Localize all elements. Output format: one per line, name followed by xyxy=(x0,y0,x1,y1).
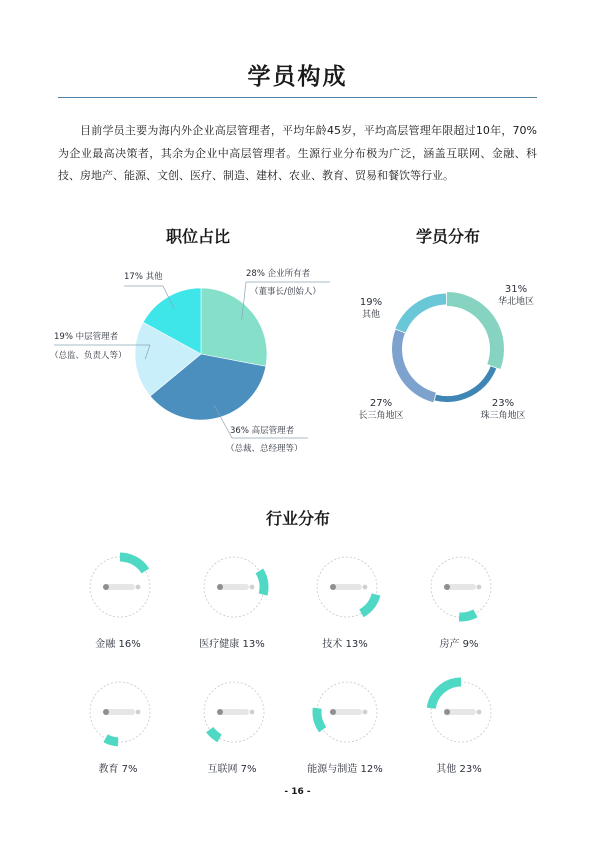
industry-bar-dot-3 xyxy=(477,585,482,590)
ring-label-prd: 23% 珠三角地区 xyxy=(480,398,526,421)
region-chart-title: 学员分布 xyxy=(415,227,480,246)
industry-arc-1 xyxy=(259,571,264,595)
industry-bar-knob-0 xyxy=(103,584,109,590)
industry-bar-knob-6 xyxy=(330,709,336,715)
pie-slice-0 xyxy=(201,288,267,366)
industry-bar-dot-0 xyxy=(136,585,141,590)
ring-label-yrd: 27% 长三角地区 xyxy=(358,398,404,421)
ring-segment-2 xyxy=(397,331,435,397)
industry-arc-0 xyxy=(120,557,145,571)
industry-bar-knob-4 xyxy=(103,709,109,715)
industry-label-technology: 技术 13% xyxy=(322,639,368,650)
pie-sublabel-middle: （总监、负责人等） xyxy=(50,351,127,361)
pie-sublabel-senior: （总裁、总经理等） xyxy=(226,444,303,454)
industry-bar-dot-1 xyxy=(250,585,255,590)
industry-bar-knob-5 xyxy=(217,709,223,715)
position-chart-title: 职位占比 xyxy=(165,227,230,246)
industry-arc-7 xyxy=(431,682,461,708)
industry-bar-dot-7 xyxy=(477,710,482,715)
pie-label-senior: 36% 高层管理者 xyxy=(230,426,295,436)
pie-label-owner: 28% 企业所有者 xyxy=(246,269,311,279)
industry-bar-knob-2 xyxy=(330,584,336,590)
industry-arc-4 xyxy=(106,738,119,742)
pie-label-other: 17% 其他 xyxy=(124,272,163,282)
ring-segment-3 xyxy=(401,299,447,331)
pie-label-middle: 19% 中层管理者 xyxy=(54,332,119,342)
page-title: 学员构成 xyxy=(247,64,348,90)
industry-arc-6 xyxy=(317,708,323,729)
industry-label-real-estate: 房产 9% xyxy=(439,639,479,650)
industry-label-healthcare: 医疗健康 13% xyxy=(199,639,265,650)
industry-bar-dot-5 xyxy=(250,710,255,715)
industry-bar-knob-1 xyxy=(217,584,223,590)
industry-bar-dot-2 xyxy=(363,585,368,590)
ring-segment-0 xyxy=(447,299,497,367)
industry-label-finance: 金融 16% xyxy=(95,639,141,650)
industry-bar-knob-7 xyxy=(444,709,450,715)
industry-arc-3 xyxy=(459,613,475,617)
industry-bar-dot-6 xyxy=(363,710,368,715)
industry-bar-dot-4 xyxy=(136,710,141,715)
industry-arc-5 xyxy=(210,730,220,739)
ring-label-north: 31% 华北地区 xyxy=(497,284,534,307)
pie-sublabel-owner: （董事长/创始人） xyxy=(250,287,321,297)
page-number: - 16 - xyxy=(284,787,311,797)
industry-label-education: 教育 7% xyxy=(98,764,138,775)
industry-bar-knob-3 xyxy=(444,584,450,590)
industry-label-energy: 能源与制造 12% xyxy=(307,764,383,775)
intro-paragraph: 目前学员主要为海内外企业高层管理者，平均年龄45岁，平均高层管理年限超过10年，70%为企业最高决策者，其余为企业中高层管理者。生源行业分布极为广泛，涵盖互联网、金融、科技、房地产、能源、文创、医疗、制造、建材、农业、教育、贸易和餐饮等行业。 xyxy=(58,124,537,182)
industry-section-title: 行业分布 xyxy=(265,509,330,528)
industry-arc-2 xyxy=(361,594,376,613)
ring-segment-1 xyxy=(435,367,493,399)
ring-label-other: 19% 其他 xyxy=(359,297,383,320)
industry-label-other: 其他 23% xyxy=(436,764,482,775)
industry-label-internet: 互联网 7% xyxy=(207,764,257,775)
